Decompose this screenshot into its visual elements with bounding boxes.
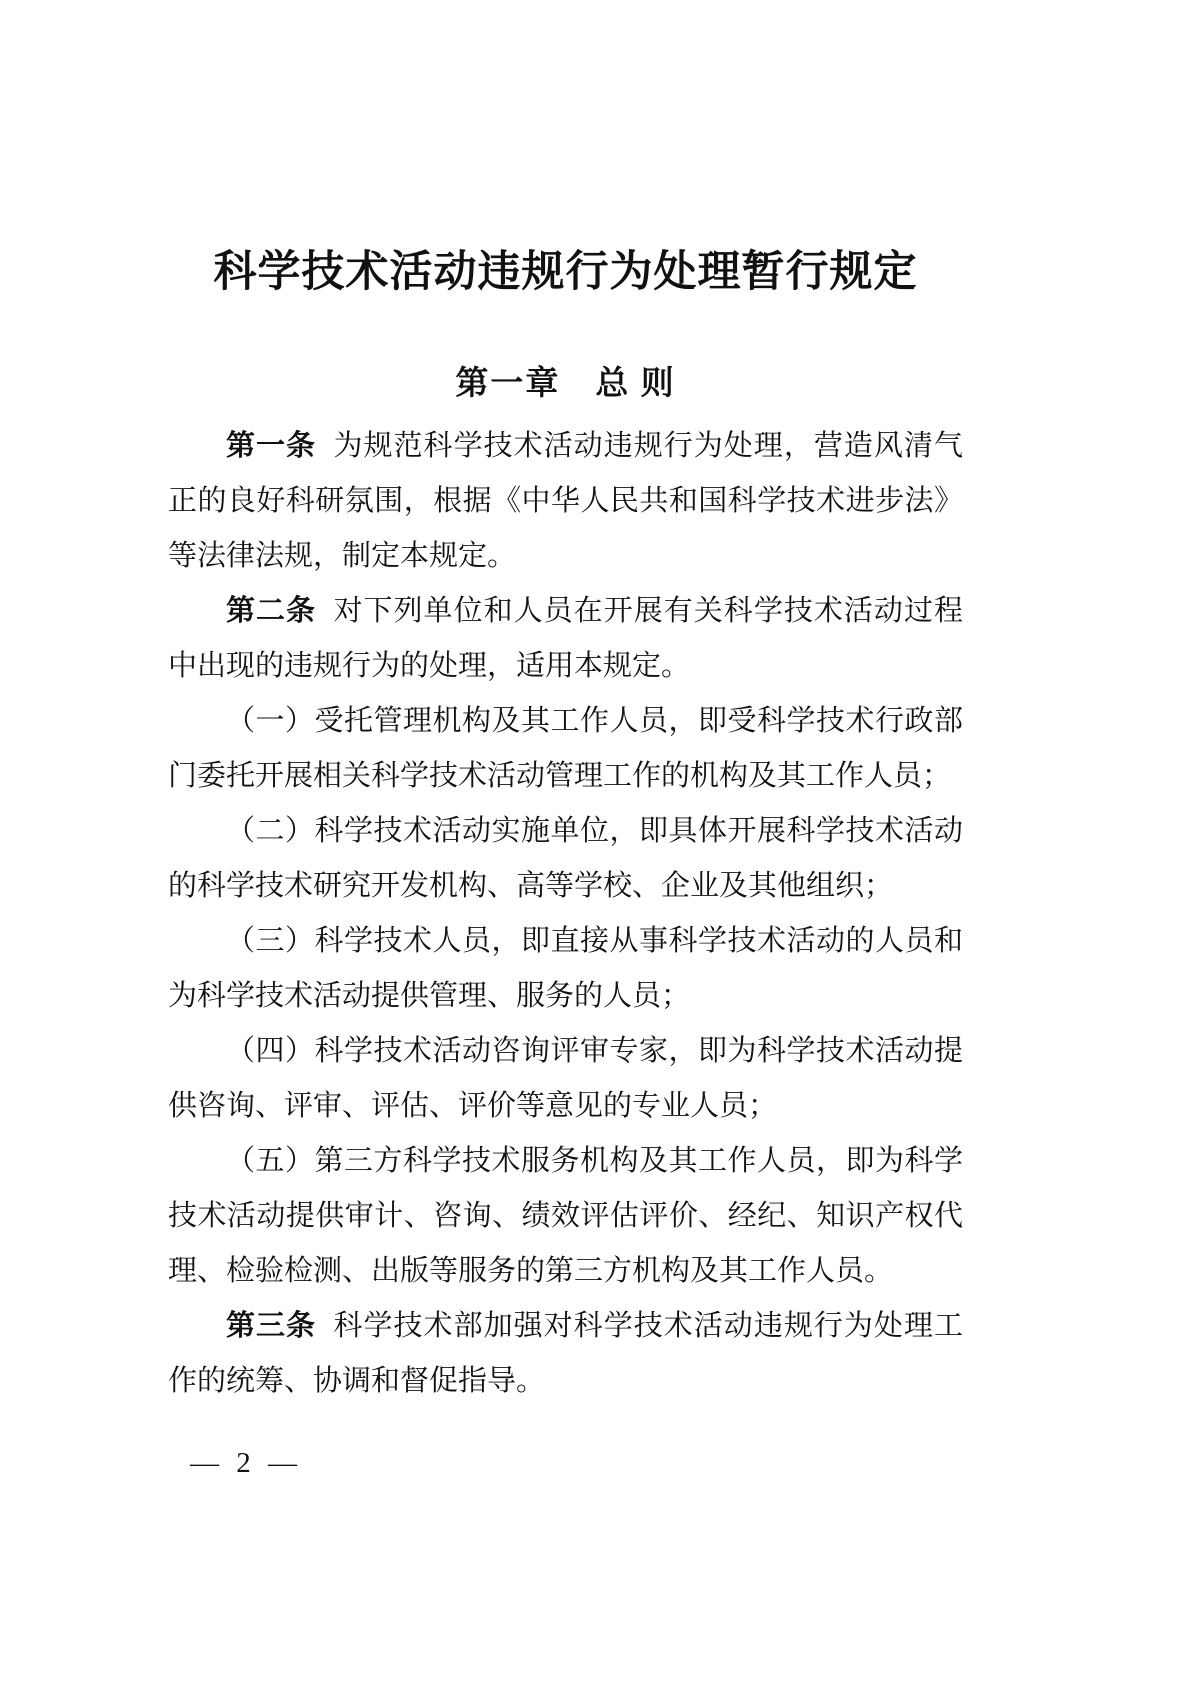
chapter-heading: 第一章 总 则 — [455, 366, 676, 402]
paragraph-item-1 — [168, 694, 963, 804]
page-number: — 2 — — [190, 1447, 302, 1479]
paragraph-text: 科学技术部加强对科学技术活动违规行为处理工作的统筹、协调和督促指导。 — [168, 1310, 963, 1397]
paragraph-text: （二）科学技术活动实施单位，即具体开展科学技术活动的科学技术研究开发机构、高等学校、企业及其他组织； — [168, 815, 963, 902]
document-title: 科学技术活动违规行为处理暂行规定 — [213, 249, 918, 296]
paragraph-text: 对下列单位和人员在开展有关科学技术活动过程中出现的违规行为的处理，适用本规定。 — [168, 595, 963, 682]
paragraph-text: （三）科学技术人员，即直接从事科学技术活动的人员和为科学技术活动提供管理、服务的人员； — [168, 925, 963, 1012]
paragraph-article-2 — [168, 584, 963, 694]
document-body — [168, 419, 963, 1409]
paragraph-item-3 — [168, 914, 963, 1024]
article-number: 第三条 — [226, 1310, 317, 1342]
paragraph-item-4 — [168, 1024, 963, 1134]
paragraph-text: （四）科学技术活动咨询评审专家，即为科学技术活动提供咨询、评审、评估、评价等意见的专业人员； — [168, 1035, 963, 1122]
article-number: 第二条 — [226, 595, 317, 627]
paragraph-text: 为规范科学技术活动违规行为处理，营造风清气正的良好科研氛围，根据《中华人民共和国科学技术进步法》等法律法规，制定本规定。 — [168, 430, 963, 572]
paragraph-item-5 — [168, 1134, 963, 1299]
document-content — [168, 0, 963, 1409]
paragraph-text: （五）第三方科学技术服务机构及其工作人员，即为科学技术活动提供审计、咨询、绩效评估评价、经纪、知识产权代理、检验检测、出版等服务的第三方机构及其工作人员。 — [168, 1145, 963, 1287]
paragraph-article-1 — [168, 419, 963, 584]
paragraph-article-3 — [168, 1299, 963, 1409]
paragraph-item-2 — [168, 804, 963, 914]
paragraph-text: （一）受托管理机构及其工作人员，即受科学技术行政部门委托开展相关科学技术活动管理工作的机构及其工作人员； — [168, 705, 963, 792]
article-number: 第一条 — [226, 430, 317, 462]
